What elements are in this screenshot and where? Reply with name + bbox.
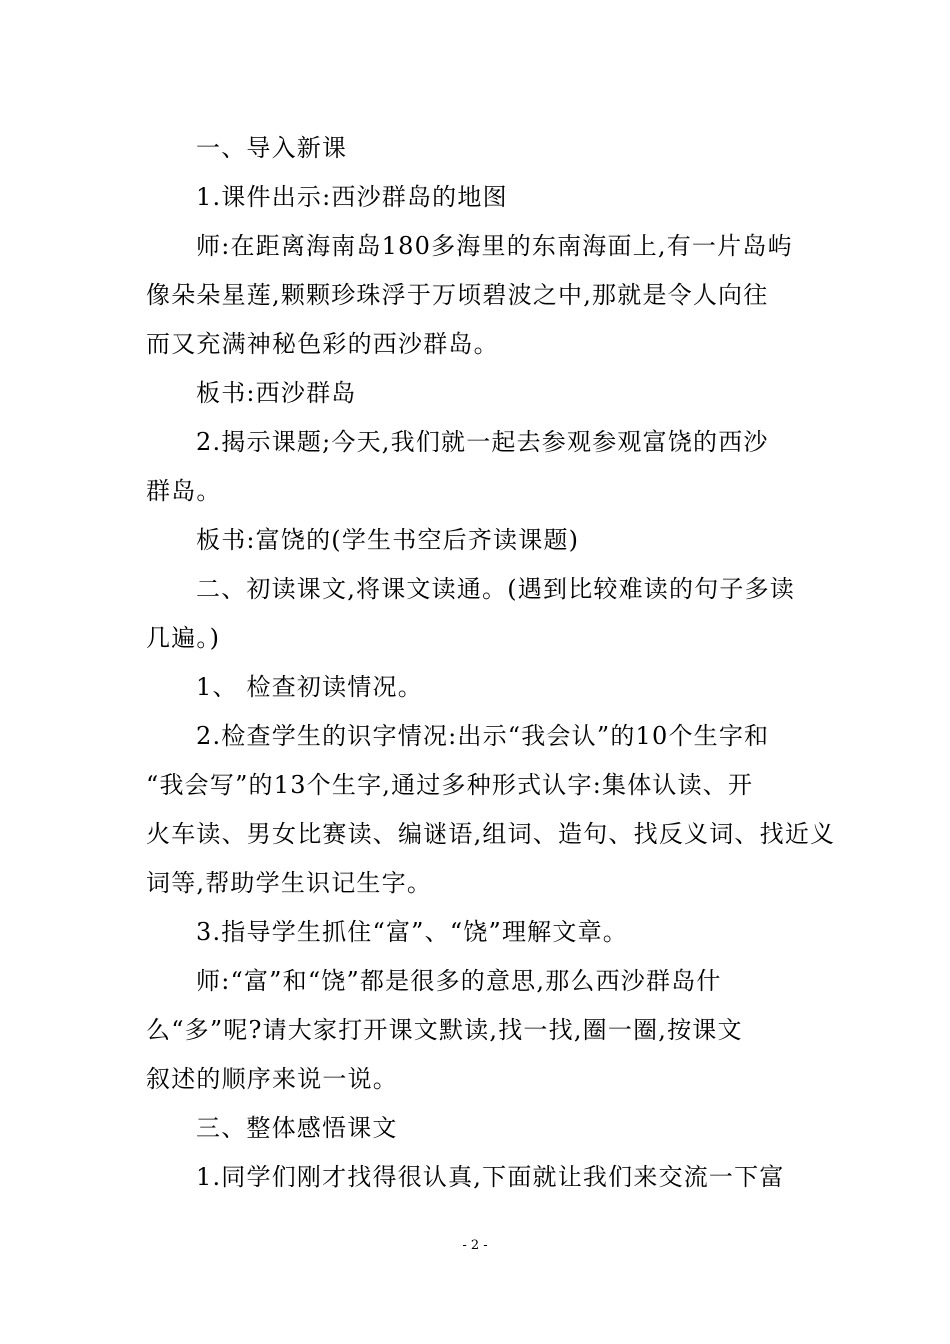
- paragraph-line: 而又充满神秘色彩的西沙群岛。: [146, 330, 499, 358]
- paragraph-line: 3.指导学生抓住“富”、“饶”理解文章。: [196, 918, 628, 946]
- page-number: - 2 -: [462, 1238, 488, 1253]
- paragraph-line: 词等,帮助学生识记生字。: [146, 869, 433, 897]
- paragraph-line: 1.课件出示:西沙群岛的地图: [196, 183, 508, 211]
- paragraph-line: 叙述的顺序来说一说。: [146, 1065, 398, 1093]
- paragraph-line: 板书:富饶的(学生书空后齐读课题): [196, 526, 580, 554]
- paragraph-line: 么“多”呢?请大家打开课文默读,找一找,圈一圈,按课文: [146, 1016, 743, 1044]
- paragraph-line: 师:在距离海南岛180多海里的东南海面上,有一片岛屿: [196, 232, 793, 260]
- heading-intro: 一、导入新课: [196, 134, 348, 162]
- paragraph-line: 几遍。): [146, 624, 221, 652]
- paragraph-line: 火车读、男女比赛读、编谜语,组词、造句、找反义词、找近义: [146, 820, 836, 848]
- paragraph-line: 2.揭示课题;今天,我们就一起去参观参观富饶的西沙: [196, 428, 769, 456]
- document-body: [146, 124, 836, 1202]
- paragraph-line: 师:“富”和“饶”都是很多的意思,那么西沙群岛什: [196, 967, 722, 995]
- heading-overall: 三、整体感悟课文: [196, 1114, 398, 1142]
- paragraph-line: 1.同学们刚才找得很认真,下面就让我们来交流一下富: [196, 1163, 785, 1191]
- paragraph-line: 1、 检查初读情况。: [196, 673, 423, 701]
- paragraph-line: 2.检查学生的识字情况:出示“我会认”的10个生字和: [196, 722, 770, 750]
- paragraph-line: 板书:西沙群岛: [196, 379, 357, 407]
- paragraph-line: 群岛。: [146, 477, 222, 505]
- paragraph-line: “我会写”的13个生字,通过多种形式认字:集体认读、开: [146, 771, 754, 799]
- paragraph-line: 像朵朵星莲,颗颗珍珠浮于万顷碧波之中,那就是令人向往: [146, 281, 769, 309]
- heading-first-reading: 二、初读课文,将课文读通。(遇到比较难读的句子多读: [196, 575, 795, 603]
